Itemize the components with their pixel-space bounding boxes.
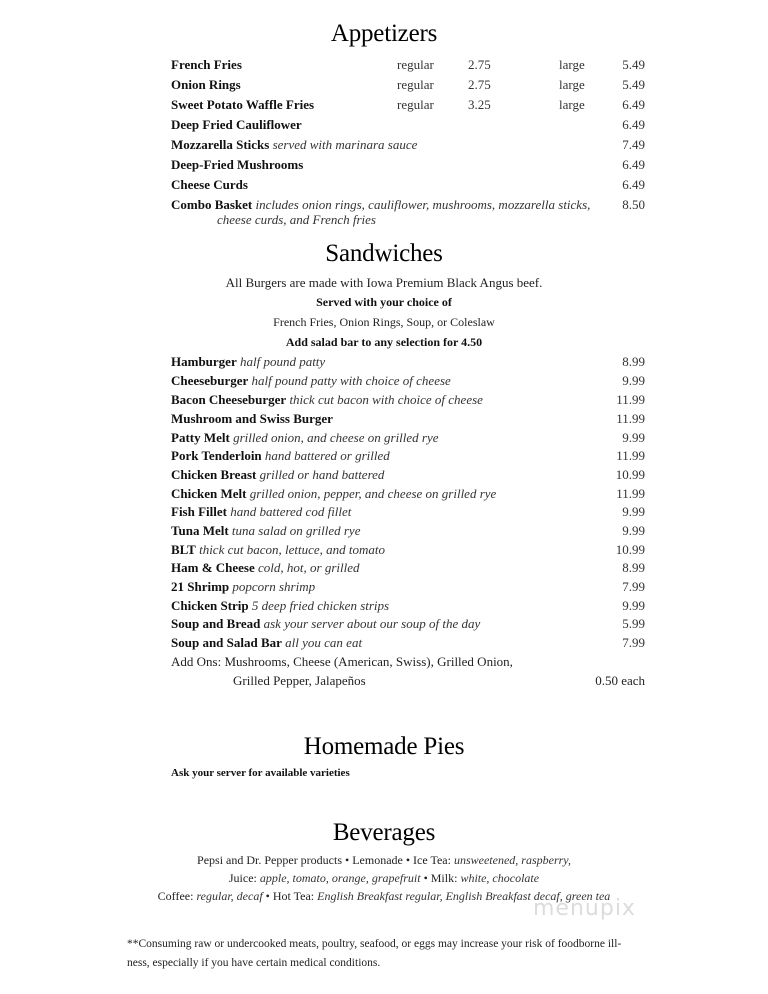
coffee-options: regular, decaf [196, 889, 263, 903]
hot-tea-label: • Hot Tea: [262, 889, 318, 903]
item-price: 7.99 [622, 635, 645, 650]
item-description: thick cut bacon with choice of cheese [289, 392, 483, 407]
sandwiches-intro-sides: French Fries, Onion Rings, Soup, or Coleslaw [273, 315, 495, 329]
beverages-line-3 [0, 887, 768, 905]
size-regular: regular [397, 97, 434, 112]
item-price: 7.49 [622, 137, 645, 152]
menu-item [171, 116, 645, 134]
coffee-label: Coffee: [157, 889, 197, 903]
item-description: thick cut bacon, lettuce, and tomato [199, 542, 386, 557]
menu-item [171, 156, 645, 174]
hot-tea-options: English Breakfast regular, English Breakfast decaf, green tea [317, 889, 611, 903]
item-name: Pork Tenderloin [171, 448, 262, 463]
pies-note: Ask your server for available varieties [171, 767, 350, 779]
menu-item [171, 410, 645, 428]
menu-item [171, 176, 645, 194]
price-large: 5.49 [622, 77, 645, 92]
item-name: Deep Fried Cauliflower [171, 117, 302, 132]
menu-item [171, 136, 645, 154]
item-price: 11.99 [616, 448, 645, 463]
item-description: tuna salad on grilled rye [231, 523, 361, 538]
menu-item [171, 485, 645, 503]
item-name: Combo Basket [171, 197, 253, 212]
item-name: French Fries [171, 57, 242, 72]
menu-item [171, 541, 645, 559]
addons-price: 0.50 each [595, 673, 645, 688]
item-price: 7.99 [622, 579, 645, 594]
menu-item [171, 559, 645, 577]
item-description: hand battered cod fillet [230, 504, 352, 519]
item-price: 6.49 [622, 177, 645, 192]
size-large: large [559, 77, 585, 92]
menu-item [171, 372, 645, 390]
milk-options: white, chocolate [460, 871, 540, 885]
item-price: 11.99 [616, 486, 645, 501]
item-name: Ham & Cheese [171, 560, 255, 575]
item-description-continued: cheese curds, and French fries [217, 212, 376, 227]
menu-item [171, 56, 645, 74]
item-description: all you can eat [285, 635, 363, 650]
item-description: 5 deep fried chicken strips [251, 598, 390, 613]
menu-item [171, 96, 645, 114]
item-name: Fish Fillet [171, 504, 227, 519]
item-price: 5.99 [622, 616, 645, 631]
item-price: 9.99 [622, 373, 645, 388]
item-price: 11.99 [616, 392, 645, 407]
addons-line-2: Grilled Pepper, Jalapeños [233, 673, 366, 688]
sandwiches-intro-served: Served with your choice of [316, 295, 452, 309]
item-description: cold, hot, or grilled [258, 560, 360, 575]
menu-item [171, 615, 645, 633]
menu-item [171, 76, 645, 94]
menu-item [171, 391, 645, 409]
addons-line-1: Add Ons: Mushrooms, Cheese (American, Swiss), Grilled Onion, [171, 654, 513, 669]
item-price: 6.49 [622, 157, 645, 172]
sandwiches-intro-salad: Add salad bar to any selection for 4.50 [285, 335, 483, 349]
beverages-soft-drinks: Pepsi and Dr. Pepper products • Lemonade • Ice Tea: [197, 853, 454, 867]
item-name: Soup and Bread [171, 616, 261, 631]
menu-item [171, 466, 645, 484]
item-price: 8.50 [622, 197, 645, 212]
size-regular: regular [397, 77, 434, 92]
item-price: 9.99 [622, 598, 645, 613]
item-name: Mushroom and Swiss Burger [171, 411, 333, 426]
item-name: Chicken Strip [171, 598, 249, 613]
menu-item [171, 522, 645, 540]
footnote-line-1: **Consuming raw or undercooked meats, poultry, seafood, or eggs may increase your risk of foodborne ill- [127, 938, 622, 950]
pies-title: Homemade Pies [303, 733, 465, 760]
item-description: grilled onion, pepper, and cheese on grilled rye [249, 486, 497, 501]
item-name: 21 Shrimp [171, 579, 230, 594]
juice-label: Juice: [228, 871, 260, 885]
item-price: 9.99 [622, 523, 645, 538]
price-large: 6.49 [622, 97, 645, 112]
menu-item [171, 447, 645, 465]
item-description: served with marinara sauce [272, 137, 418, 152]
menu-item [171, 597, 645, 615]
price-regular: 2.75 [468, 57, 491, 72]
item-name: Cheese Curds [171, 177, 248, 192]
item-description: half pound patty with choice of cheese [251, 373, 451, 388]
item-name: Chicken Breast [171, 467, 257, 482]
sandwiches-intro-beef: All Burgers are made with Iowa Premium Black Angus beef. [225, 275, 543, 290]
juice-options: apple, tomato, orange, grapefruit [259, 871, 421, 885]
beverages-title: Beverages [332, 819, 436, 846]
item-price: 6.49 [622, 117, 645, 132]
item-name: Hamburger [171, 354, 237, 369]
item-name: Soup and Salad Bar [171, 635, 282, 650]
item-name: Onion Rings [171, 77, 241, 92]
item-description: hand battered or grilled [264, 448, 390, 463]
menu-item [171, 503, 645, 521]
footnote-line-2: ness, especially if you have certain medical conditions. [127, 957, 381, 969]
price-regular: 2.75 [468, 77, 491, 92]
item-name: Sweet Potato Waffle Fries [171, 97, 315, 112]
size-large: large [559, 57, 585, 72]
item-description: grilled or hand battered [259, 467, 385, 482]
menu-item [171, 429, 645, 447]
menu-item [171, 353, 645, 371]
item-name: Tuna Melt [171, 523, 229, 538]
ice-tea-options: unsweetened, raspberry, [453, 853, 571, 867]
item-name: BLT [171, 542, 196, 557]
item-price: 10.99 [615, 542, 645, 557]
item-description: grilled onion, and cheese on grilled rye [233, 430, 439, 445]
size-regular: regular [397, 57, 434, 72]
menu-item [171, 634, 645, 652]
price-large: 5.49 [622, 57, 645, 72]
milk-label: • Milk: [420, 871, 461, 885]
menu-item [171, 578, 645, 596]
sandwiches-title: Sandwiches [325, 240, 443, 267]
item-name: Cheeseburger [171, 373, 249, 388]
item-name: Mozzarella Sticks [171, 137, 270, 152]
item-description: half pound patty [239, 354, 326, 369]
item-price: 11.99 [616, 411, 645, 426]
item-description: ask your server about our soup of the day [263, 616, 481, 631]
item-price: 9.99 [622, 504, 645, 519]
item-name: Patty Melt [171, 430, 230, 445]
beverages-line-1 [0, 851, 768, 869]
item-name: Chicken Melt [171, 486, 247, 501]
item-price: 10.99 [615, 467, 645, 482]
item-name: Bacon Cheeseburger [171, 392, 287, 407]
item-description: popcorn shrimp [232, 579, 316, 594]
item-description: includes onion rings, cauliflower, mushrooms, mozzarella sticks, [255, 197, 591, 212]
menupix-watermark: menupix [533, 896, 636, 921]
item-price: 8.99 [622, 560, 645, 575]
beverages-line-2 [0, 869, 768, 887]
appetizers-title: Appetizers [330, 20, 438, 47]
item-name: Deep-Fried Mushrooms [171, 157, 304, 172]
price-regular: 3.25 [468, 97, 491, 112]
item-price: 8.99 [622, 354, 645, 369]
item-price: 9.99 [622, 430, 645, 445]
size-large: large [559, 97, 585, 112]
